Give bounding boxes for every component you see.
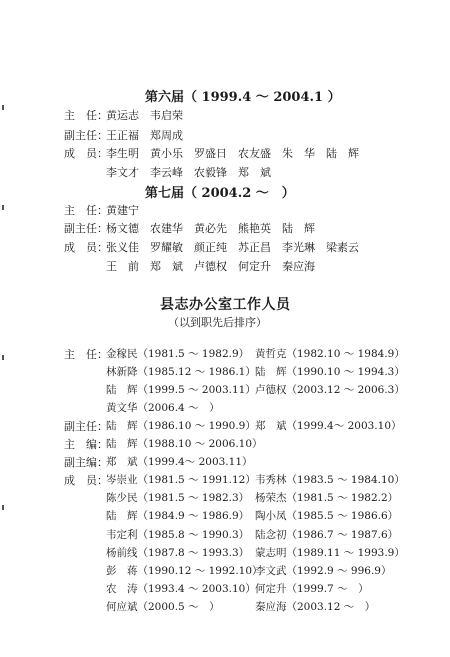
office-member-entry: 农 涛（1993.4 ～ 2003.10）: [106, 583, 256, 595]
binding-mark: [2, 105, 4, 110]
office-member-entry: 杨前线（1987.8 ～ 1993.3）: [106, 547, 250, 559]
office-director-entry: 陆 辉（1999.5 ～ 2003.11）: [106, 384, 256, 396]
seventh-members-names-cont: 王 前 郑 斌 卢德权 何定升 秦应海: [106, 260, 315, 273]
sixth-members-label: 成 员：: [64, 147, 108, 160]
seventh-members-label: 成 员：: [64, 241, 108, 254]
office-subtitle: （以到职先后排序）: [168, 316, 267, 329]
office-chief-editor-label: 主 编：: [64, 438, 108, 451]
office-member-entry: 韦秀林（1983.5 ～ 1984.10）: [255, 474, 405, 486]
office-deputy-editor-entry: 郑 斌（1999.4～ 2003.11）: [106, 456, 253, 468]
seventh-director-label: 主 任：: [64, 204, 108, 217]
office-member-entry: 蒙志明（1989.11 ～ 1993.9）: [255, 547, 405, 559]
office-members-label: 成 员：: [64, 474, 108, 487]
office-deputy-entry: 郑 斌（1999.4～ 2003.10）: [255, 420, 402, 432]
seventh-deputy-names: 杨文德 农建华 黄必先 熊艳英 陆 辉: [106, 222, 315, 235]
sixth-director-label: 主 任：: [64, 109, 108, 122]
office-member-entry: 李文武（1992.9 ～ 996.9）: [255, 565, 392, 577]
office-member-entry: 杨荣杰（1981.5 ～ 1982.2）: [255, 492, 399, 504]
office-director-entry: 卢德权（2003.12 ～ 2006.3）: [255, 384, 405, 396]
office-deputy-entry: 陆 辉（1986.10 ～ 1990.9）: [106, 420, 256, 432]
office-member-entry: 何应斌（2000.5 ～ ）: [106, 601, 220, 613]
office-director-entry: 林新降（1985.12 ～ 1986.1）: [106, 366, 256, 378]
binding-mark: [2, 355, 4, 360]
office-member-entry: 陆念初（1986.7 ～ 1987.6）: [255, 529, 399, 541]
binding-mark: [2, 205, 4, 210]
office-member-entry: 何定升（1999.7 ～ ）: [255, 583, 369, 595]
sixth-deputy-names: 王正福 郑周成: [106, 129, 183, 142]
office-deputy-editor-label: 副主编：: [64, 456, 108, 469]
office-director-label: 主 任：: [64, 348, 108, 361]
office-member-entry: 岑崇业（1981.5 ～ 1991.12）: [106, 474, 256, 486]
office-director-entry: 陆 辉（1990.10 ～ 1994.3）: [255, 366, 405, 378]
office-member-entry: 陶小凤（1985.5 ～ 1986.6）: [255, 510, 399, 522]
office-member-entry: 陈少民（1981.5 ～ 1982.3）: [106, 492, 250, 504]
office-title: 县志办公室工作人员: [160, 297, 291, 313]
sixth-director-names: 黄运志 韦启荣: [106, 109, 183, 122]
sixth-members-names-cont: 李文才 李云峰 农毅锋 郑 斌: [106, 166, 271, 179]
sixth-deputy-label: 副主任：: [64, 129, 108, 142]
office-member-entry: 韦定利（1985.8 ～ 1990.3）: [106, 529, 250, 541]
office-director-entry: 黄文华（2006.4 ～ ）: [106, 402, 220, 414]
seventh-term-heading: 第七届（ 2004.2 ～ ）: [145, 186, 295, 201]
sixth-term-heading: 第六届（ 1999.4 ～ 2004.1 ）: [145, 90, 341, 105]
binding-mark: [2, 505, 4, 510]
office-chief-editor-entry: 陆 辉（1988.10 ～ 2006.10）: [106, 438, 263, 450]
seventh-director-names: 黄建宁: [106, 204, 139, 217]
office-deputy-label: 副主任：: [64, 420, 108, 433]
seventh-deputy-label: 副主任：: [64, 222, 108, 235]
office-director-entry: 黄哲克（1982.10 ～ 1984.9）: [255, 348, 405, 360]
office-director-entry: 金稼民（1981.5 ～ 1982.9）: [106, 348, 250, 360]
office-member-entry: 陆 辉（1984.9 ～ 1986.9）: [106, 510, 250, 522]
office-member-entry: 秦应海（2003.12 ～ ）: [255, 601, 376, 613]
seventh-members-names: 张义佳 罗耀敏 颜正纯 苏正昌 李光琳 梁素云: [106, 241, 359, 254]
sixth-members-names: 李生明 黄小乐 罗盛日 农友盛 朱 华 陆 辉: [106, 147, 359, 160]
office-member-entry: 彭 蒋（1990.12 ～ 1992.10）: [106, 565, 263, 577]
